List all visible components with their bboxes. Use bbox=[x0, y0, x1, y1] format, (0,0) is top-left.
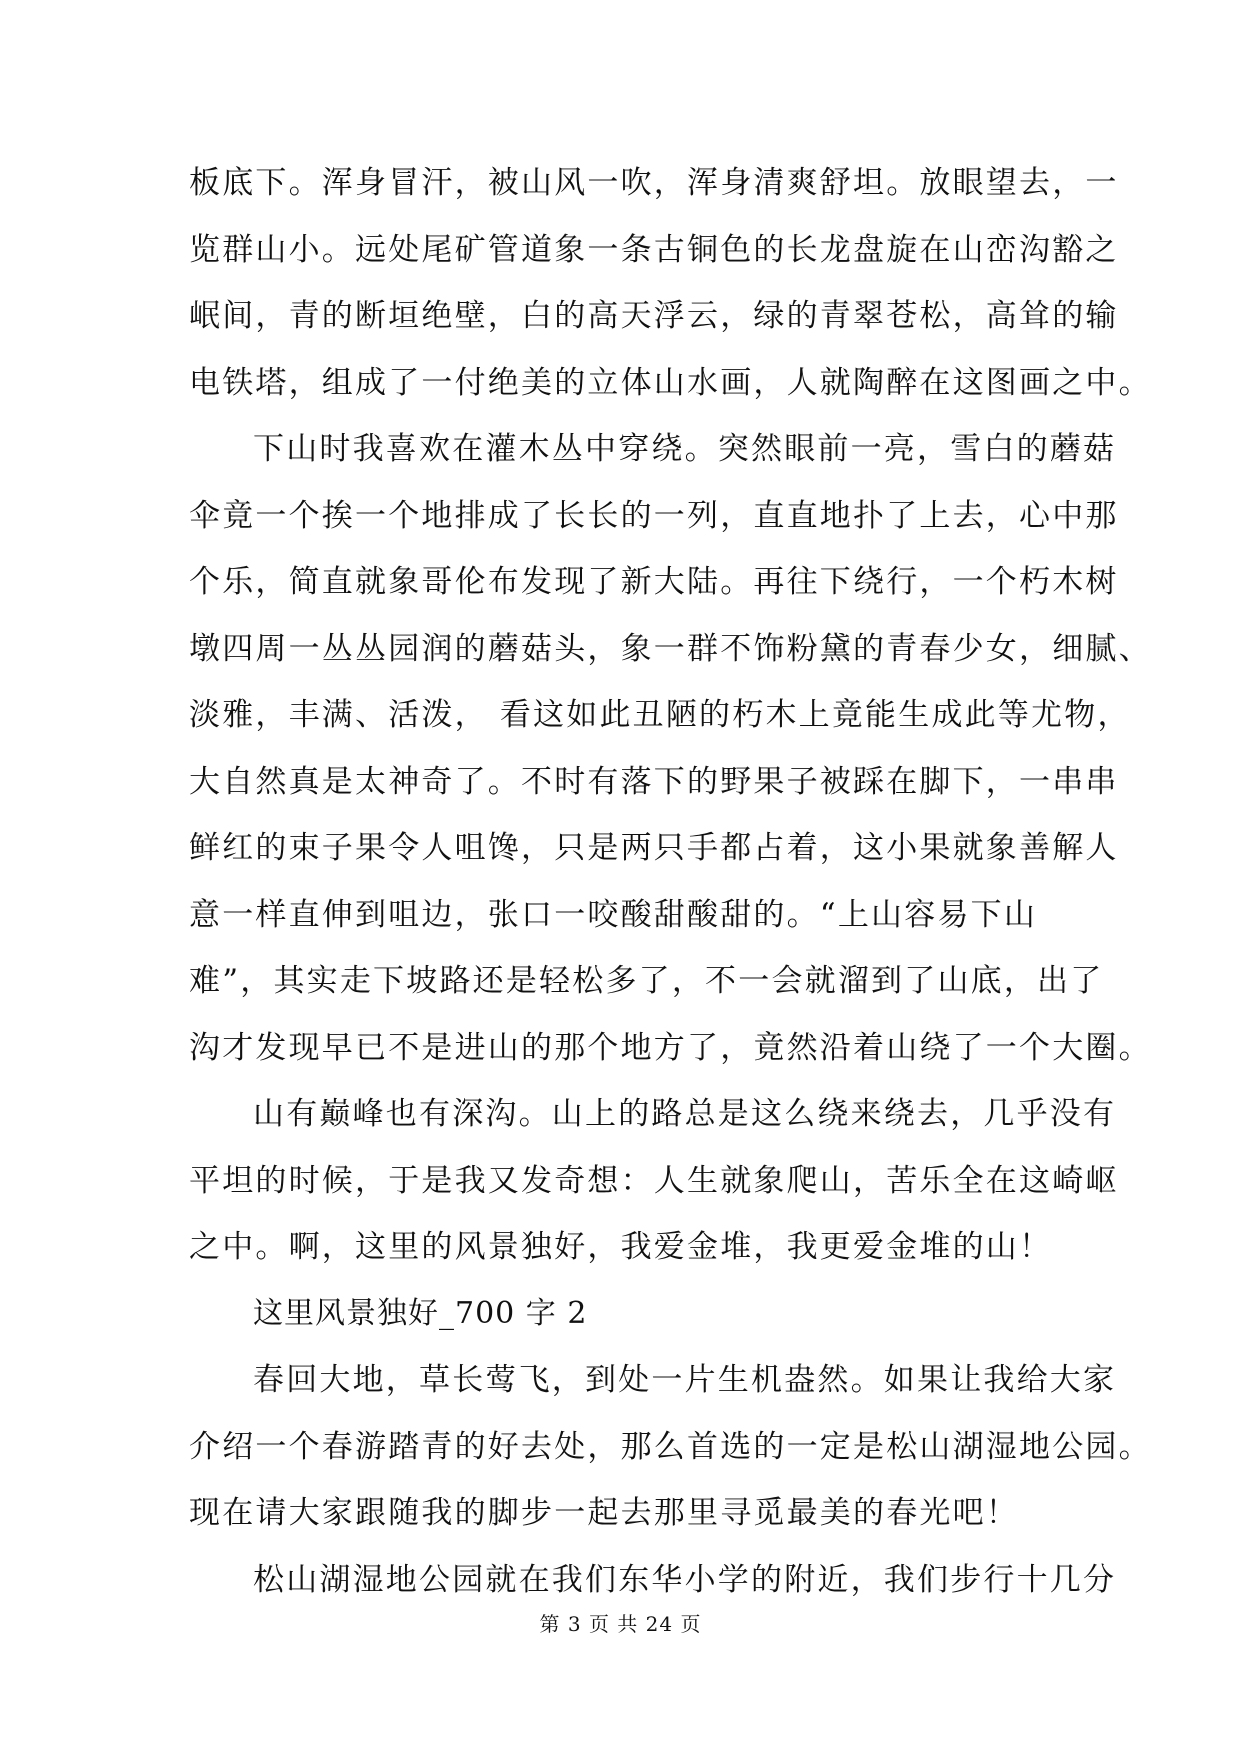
text-line: 览群山小。远处尾矿管道象一条古铜色的长龙盘旋在山峦沟豁之 bbox=[189, 231, 1119, 268]
paragraph bbox=[189, 1347, 1152, 1547]
text-line: 岷间，青的断垣绝壁，白的高天浮云，绿的青翠苍松，高耸的输 bbox=[189, 298, 1119, 334]
text-line: 难”，其实走下坡路还是轻松多了，不一会就溜到了山底，出了 bbox=[189, 963, 1104, 999]
text-line: 墩四周一丛丛园润的蘑菇头，象一群不饰粉黛的青春少女，细腻、 bbox=[189, 630, 1152, 667]
paragraph bbox=[189, 1081, 1119, 1281]
text-line: 介绍一个春游踏青的好去处，那么首选的一定是松山湖湿地公园。 bbox=[189, 1428, 1152, 1465]
text-line: 鲜红的束子果令人咀馋，只是两只手都占着，这小果就象善解人 bbox=[189, 830, 1119, 866]
text-line: 意一样直伸到咀边，张口一咬酸甜酸甜的。“上山容易下山 bbox=[189, 896, 1038, 933]
text-line: 个乐，简直就象哥伦布发现了新大陆。再往下绕行，一个朽木树 bbox=[189, 564, 1119, 600]
text-line: 下山时我喜欢在灌木丛中穿绕。突然眼前一亮，雪白的蘑菇 bbox=[253, 431, 1117, 467]
text-line: 之中。啊，这里的风景独好，我爱金堆，我更爱金堆的山！ bbox=[189, 1229, 1053, 1265]
total-page-count: 24 bbox=[645, 1612, 674, 1636]
paragraph bbox=[189, 1547, 1117, 1614]
text-line: 电铁塔，组成了一付绝美的立体山水画，人就陶醉在这图画之中。 bbox=[189, 364, 1152, 401]
page-footer bbox=[0, 1608, 1241, 1637]
text-line: 淡雅，丰满、活泼， 看这如此丑陋的朽木上竟能生成此等尤物， bbox=[189, 697, 1131, 733]
current-page-number: 3 bbox=[567, 1612, 582, 1636]
text-line: 山有巅峰也有深沟。山上的路总是这么绕来绕去，几乎没有 bbox=[253, 1096, 1117, 1132]
text-line: 大自然真是太神奇了。不时有落下的野果子被踩在脚下，一串串 bbox=[189, 763, 1119, 800]
footer-prefix: 第 bbox=[539, 1612, 561, 1636]
text-line: 伞竟一个挨一个地排成了长长的一列，直直地扑了上去，心中那 bbox=[189, 497, 1119, 534]
paragraph bbox=[189, 416, 1152, 1081]
footer-suffix: 页 bbox=[680, 1612, 702, 1636]
section-heading bbox=[189, 1281, 1059, 1348]
paragraph bbox=[189, 150, 1152, 416]
text-line: 现在请大家跟随我的脚步一起去那里寻觅最美的春光吧！ bbox=[189, 1495, 1019, 1531]
text-line: 沟才发现早已不是进山的那个地方了，竟然沿着山绕了一个大圈。 bbox=[189, 1029, 1152, 1066]
text-line: 松山湖湿地公园就在我们东华小学的附近，我们步行十几分 bbox=[253, 1561, 1117, 1598]
text-line: 春回大地，草长莺飞，到处一片生机盎然。如果让我给大家 bbox=[253, 1362, 1117, 1398]
text-line: 这里风景独好_700 字 2 bbox=[253, 1295, 588, 1331]
text-line: 平坦的时候，于是我又发奇想：人生就象爬山，苦乐全在这崎岖 bbox=[189, 1162, 1119, 1199]
document-body bbox=[189, 150, 1152, 1613]
text-line: 板底下。浑身冒汗，被山风一吹，浑身清爽舒坦。放眼望去，一 bbox=[189, 165, 1119, 201]
footer-middle: 页 共 bbox=[588, 1612, 639, 1636]
